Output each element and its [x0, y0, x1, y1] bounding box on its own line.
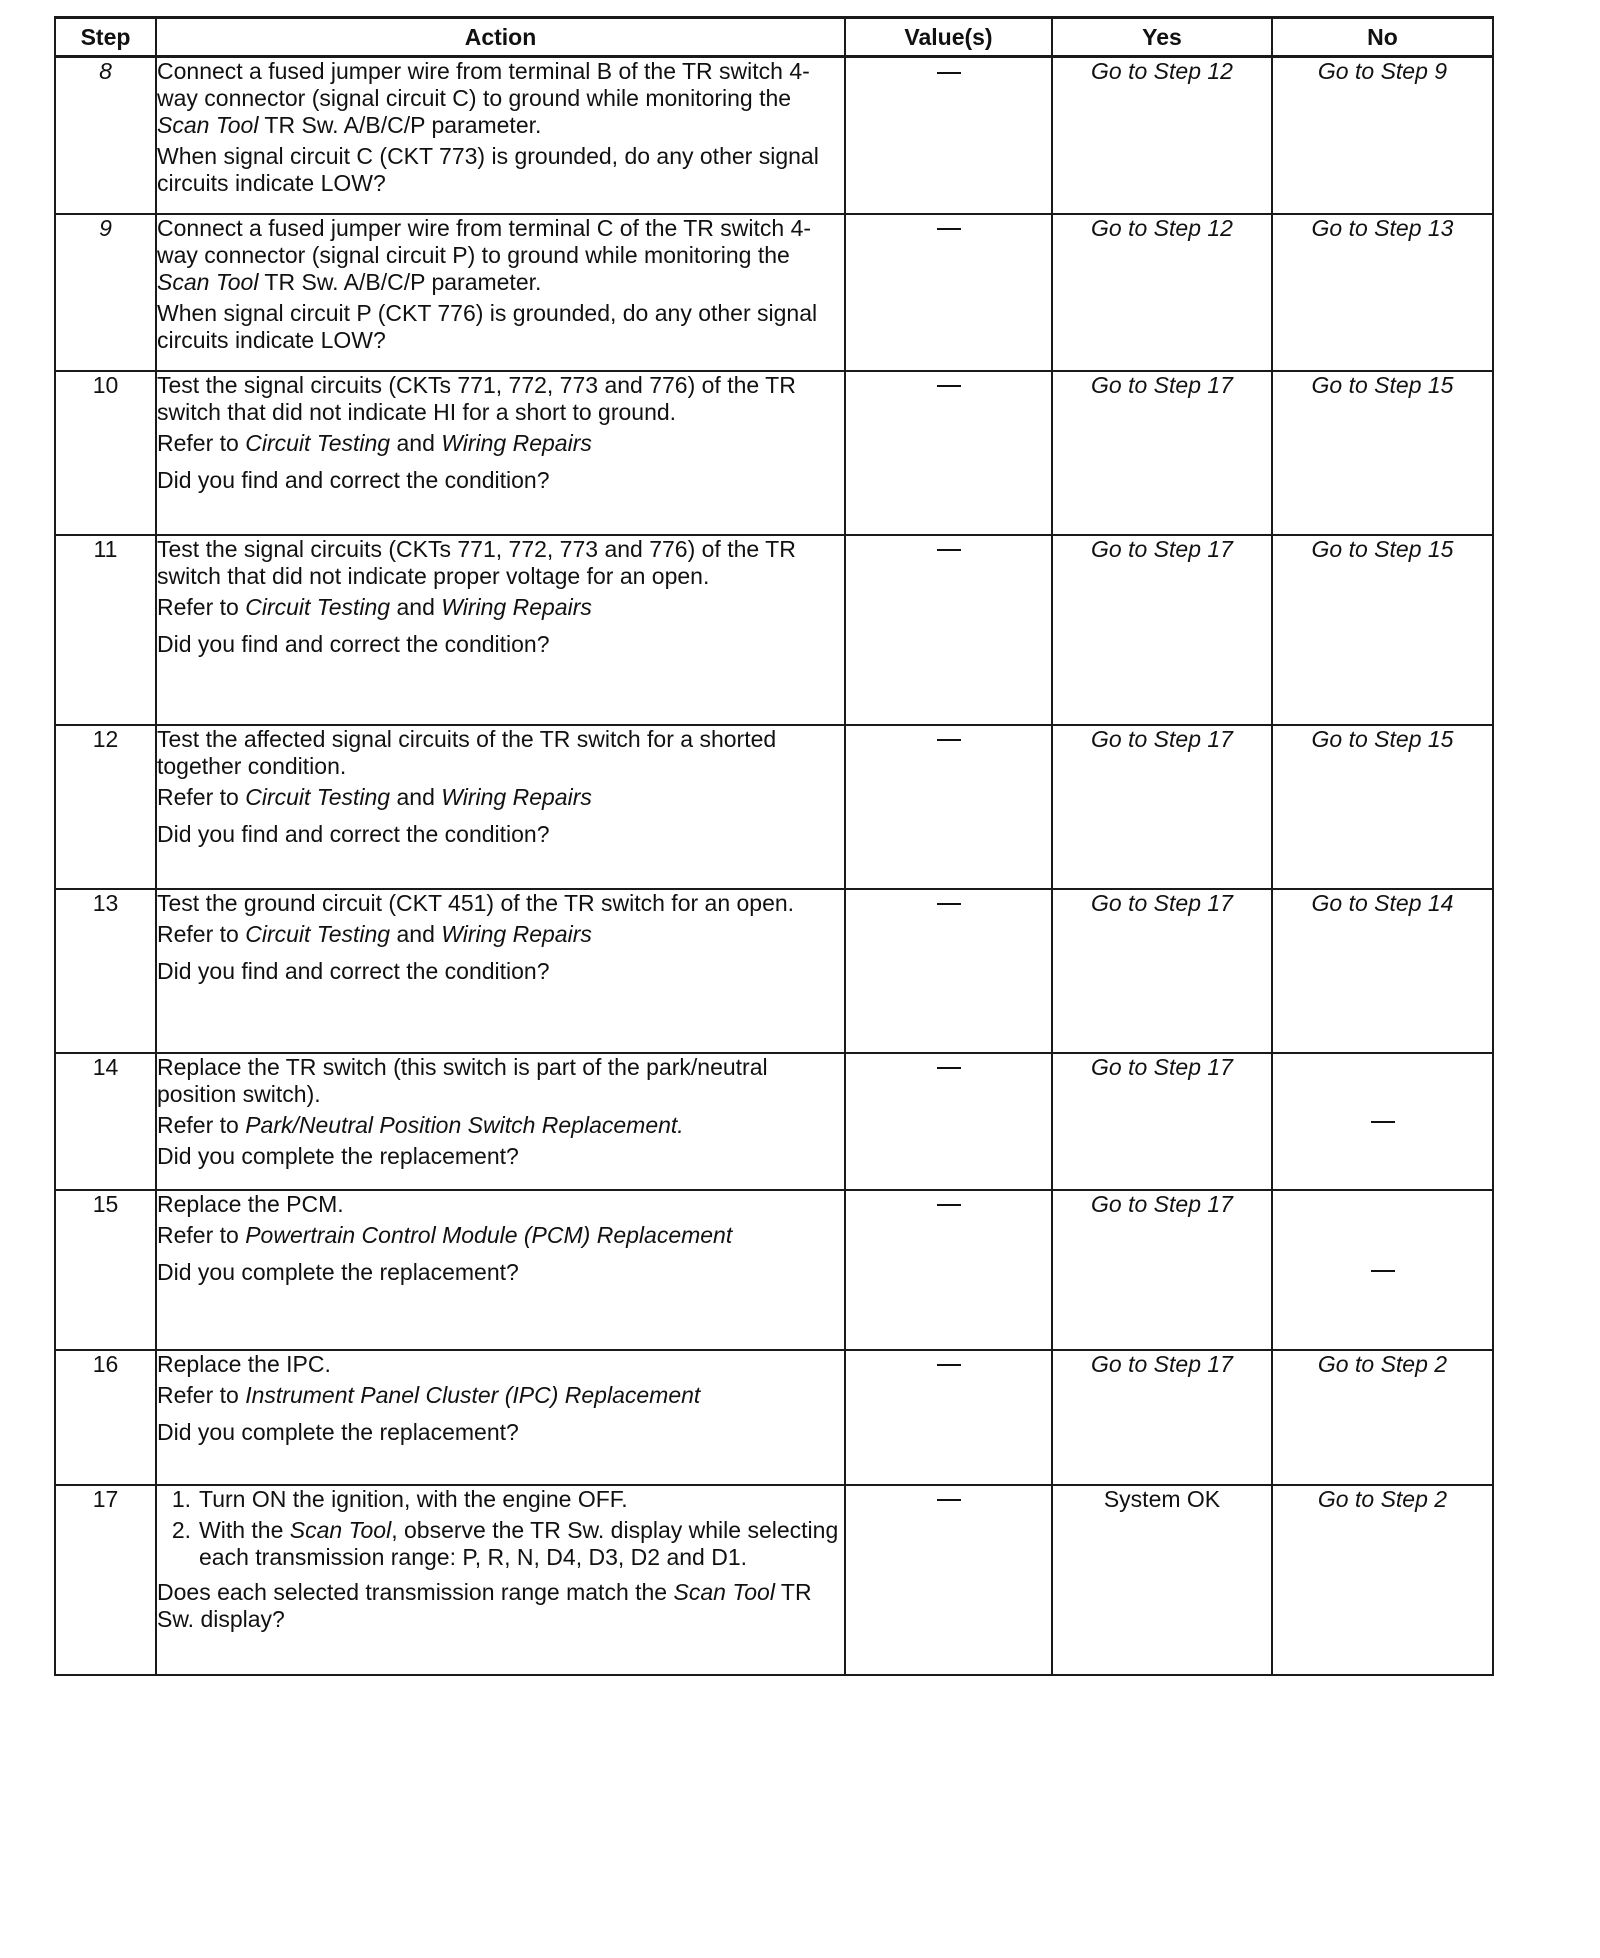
action-cell — [156, 371, 845, 535]
value-dash — [937, 549, 961, 551]
action-question: Did you complete the replacement? — [157, 1258, 519, 1285]
action-cell — [156, 725, 845, 889]
step-number: 10 — [55, 371, 156, 535]
step-number: 8 — [55, 57, 156, 214]
action-instruction: Connect a fused jumper wire from terminal B of the TR switch 4-way connector (signal circuit C) to ground while monitoring the Scan Tool TR Sw. A/B/C/P parameter. — [157, 58, 810, 138]
action-refer: Refer to Powertrain Control Module (PCM) Replacement — [157, 1221, 733, 1248]
step-number: 14 — [55, 1053, 156, 1190]
value-dash — [937, 903, 961, 905]
table-row-step-14 — [55, 1053, 1493, 1190]
table-row-step-8 — [55, 57, 1493, 214]
action-cell — [156, 1350, 845, 1485]
yes-goto-link[interactable]: Go to Step 17 — [1091, 725, 1233, 752]
no-cell — [1272, 889, 1493, 1053]
value-dash — [937, 228, 961, 230]
no-cell — [1272, 371, 1493, 535]
yes-result: System OK — [1103, 1485, 1221, 1512]
yes-goto-link[interactable]: Go to Step 17 — [1091, 889, 1233, 916]
no-dash — [1371, 1121, 1395, 1123]
action-refer: Refer to Circuit Testing and Wiring Repairs — [157, 783, 592, 810]
value-cell — [845, 371, 1052, 535]
no-cell — [1272, 1350, 1493, 1485]
no-cell — [1272, 1053, 1493, 1190]
action-cell — [156, 889, 845, 1053]
no-dash — [1371, 1270, 1395, 1272]
no-goto-link[interactable]: Go to Step 2 — [1317, 1350, 1448, 1377]
action-refer: Refer to Instrument Panel Cluster (IPC) Replacement — [157, 1381, 701, 1408]
header-action: Action — [156, 18, 845, 57]
value-cell — [845, 889, 1052, 1053]
refer-link[interactable]: Wiring Repairs — [441, 920, 592, 947]
refer-link[interactable]: Circuit Testing — [245, 593, 391, 620]
action-cell — [156, 1485, 845, 1675]
header-yes: Yes — [1052, 18, 1272, 57]
value-dash — [937, 72, 961, 74]
action-question: Did you complete the replacement? — [157, 1142, 519, 1169]
value-cell — [845, 1190, 1052, 1350]
step-number: 15 — [55, 1190, 156, 1350]
header-no: No — [1272, 18, 1493, 57]
action-instruction: Replace the PCM. — [157, 1190, 344, 1217]
refer-link[interactable]: Wiring Repairs — [441, 783, 592, 810]
no-goto-link[interactable]: Go to Step 2 — [1317, 1485, 1448, 1512]
no-cell — [1272, 535, 1493, 725]
refer-link[interactable]: Circuit Testing — [245, 920, 391, 947]
table-row-step-12 — [55, 725, 1493, 889]
no-goto-link[interactable]: Go to Step 15 — [1311, 725, 1454, 752]
value-cell — [845, 1350, 1052, 1485]
no-goto-link[interactable]: Go to Step 15 — [1311, 371, 1454, 398]
action-question: Did you complete the replacement? — [157, 1418, 519, 1445]
step-number: 17 — [55, 1485, 156, 1675]
refer-link[interactable]: Wiring Repairs — [441, 593, 592, 620]
refer-link[interactable]: Circuit Testing — [245, 783, 391, 810]
value-dash — [937, 1364, 961, 1366]
yes-goto-link[interactable]: Go to Step 17 — [1091, 371, 1233, 398]
yes-cell — [1052, 57, 1272, 214]
value-cell — [845, 725, 1052, 889]
table-row-step-11 — [55, 535, 1493, 725]
yes-cell — [1052, 725, 1272, 889]
yes-cell — [1052, 889, 1272, 1053]
action-question: Did you find and correct the condition? — [157, 957, 550, 984]
yes-cell — [1052, 214, 1272, 371]
action-question: When signal circuit C (CKT 773) is grounded, do any other signal circuits indicate LOW? — [157, 143, 819, 196]
action-cell — [156, 1053, 845, 1190]
yes-goto-link[interactable]: Go to Step 17 — [1091, 1350, 1233, 1377]
no-cell — [1272, 725, 1493, 889]
action-cell — [156, 1190, 845, 1350]
action-instruction: Replace the IPC. — [157, 1350, 331, 1377]
action-question: Did you find and correct the condition? — [157, 466, 550, 493]
value-cell — [845, 1485, 1052, 1675]
step-number: 11 — [55, 535, 156, 725]
diagnostic-table-sheet — [54, 16, 1492, 1676]
action-instruction: Connect a fused jumper wire from terminal C of the TR switch 4-way connector (signal circuit P) to ground while monitoring the Scan Tool TR Sw. A/B/C/P parameter. — [157, 214, 812, 295]
no-goto-link[interactable]: Go to Step 14 — [1311, 889, 1454, 916]
no-goto-link[interactable]: Go to Step 15 — [1311, 535, 1454, 562]
table-row-step-9 — [55, 214, 1493, 371]
action-cell — [156, 535, 845, 725]
action-refer: Refer to Circuit Testing and Wiring Repairs — [157, 429, 592, 456]
no-goto-link[interactable]: Go to Step 9 — [1317, 58, 1448, 84]
yes-goto-link[interactable]: Go to Step 17 — [1091, 1190, 1233, 1217]
list-item: 1. Turn ON the ignition, with the engine OFF. — [171, 1485, 628, 1512]
no-goto-link[interactable]: Go to Step 13 — [1311, 214, 1454, 241]
yes-cell — [1052, 371, 1272, 535]
step-number: 16 — [55, 1350, 156, 1485]
value-cell — [845, 214, 1052, 371]
header-row — [55, 18, 1493, 57]
yes-goto-link[interactable]: Go to Step 17 — [1091, 1053, 1233, 1080]
yes-cell — [1052, 535, 1272, 725]
yes-goto-link[interactable]: Go to Step 12 — [1091, 214, 1233, 241]
value-dash — [937, 1067, 961, 1069]
value-cell — [845, 1053, 1052, 1190]
action-cell — [156, 57, 845, 214]
refer-link[interactable]: Instrument Panel Cluster (IPC) Replacement — [245, 1381, 701, 1408]
header-step: Step — [55, 18, 156, 57]
action-list — [157, 1486, 844, 1575]
step-number: 12 — [55, 725, 156, 889]
yes-goto-link[interactable]: Go to Step 12 — [1091, 58, 1233, 84]
no-cell — [1272, 57, 1493, 214]
table-row-step-10 — [55, 371, 1493, 535]
action-refer: Refer to Circuit Testing and Wiring Repairs — [157, 593, 592, 620]
action-question: Did you find and correct the condition? — [157, 630, 550, 657]
value-dash — [937, 739, 961, 741]
refer-link[interactable]: Park/Neutral Position Switch Replacement. — [245, 1111, 684, 1138]
yes-cell — [1052, 1053, 1272, 1190]
action-instruction: Replace the TR switch (this switch is part of the park/neutral position switch). — [157, 1053, 768, 1107]
no-cell — [1272, 1190, 1493, 1350]
action-question: Did you find and correct the condition? — [157, 820, 550, 847]
table-row-step-13 — [55, 889, 1493, 1053]
action-refer: Refer to Park/Neutral Position Switch Replacement. — [157, 1111, 684, 1138]
refer-link[interactable]: Wiring Repairs — [441, 429, 592, 456]
step-number: 13 — [55, 889, 156, 1053]
no-cell — [1272, 1485, 1493, 1675]
step-number: 9 — [55, 214, 156, 371]
value-dash — [937, 1204, 961, 1206]
action-question: When signal circuit P (CKT 776) is grounded, do any other signal circuits indicate LOW? — [157, 299, 818, 353]
action-instruction: Test the signal circuits (CKTs 771, 772, 773 and 776) of the TR switch that did not indicate proper voltage for an open. — [157, 535, 796, 589]
yes-cell — [1052, 1190, 1272, 1350]
action-question: Does each selected transmission range match the Scan Tool TR Sw. display? — [157, 1578, 812, 1632]
yes-goto-link[interactable]: Go to Step 17 — [1091, 535, 1233, 562]
action-refer: Refer to Circuit Testing and Wiring Repairs — [157, 920, 592, 947]
value-dash — [937, 385, 961, 387]
list-item: 2. With the Scan Tool, observe the TR Sw. display while selecting each transmission range: P, R, N, D4, D3, D2 and D1. — [171, 1516, 839, 1570]
action-instruction: Test the ground circuit (CKT 451) of the TR switch for an open. — [157, 889, 795, 916]
refer-link[interactable]: Circuit Testing — [245, 429, 391, 456]
table-row-step-17 — [55, 1485, 1493, 1675]
header-values: Value(s) — [845, 18, 1052, 57]
value-cell — [845, 57, 1052, 214]
yes-cell — [1052, 1485, 1272, 1675]
action-instruction: Test the affected signal circuits of the TR switch for a shorted together condition. — [157, 725, 777, 779]
table-row-step-16 — [55, 1350, 1493, 1485]
yes-cell — [1052, 1350, 1272, 1485]
value-cell — [845, 535, 1052, 725]
refer-link[interactable]: Powertrain Control Module (PCM) Replacement — [245, 1221, 733, 1248]
table-row-step-15 — [55, 1190, 1493, 1350]
action-cell — [156, 214, 845, 371]
diagnostic-table — [54, 16, 1494, 1676]
action-instruction: Test the signal circuits (CKTs 771, 772, 773 and 776) of the TR switch that did not indicate HI for a short to ground. — [157, 371, 796, 425]
no-cell — [1272, 214, 1493, 371]
value-dash — [937, 1499, 961, 1501]
